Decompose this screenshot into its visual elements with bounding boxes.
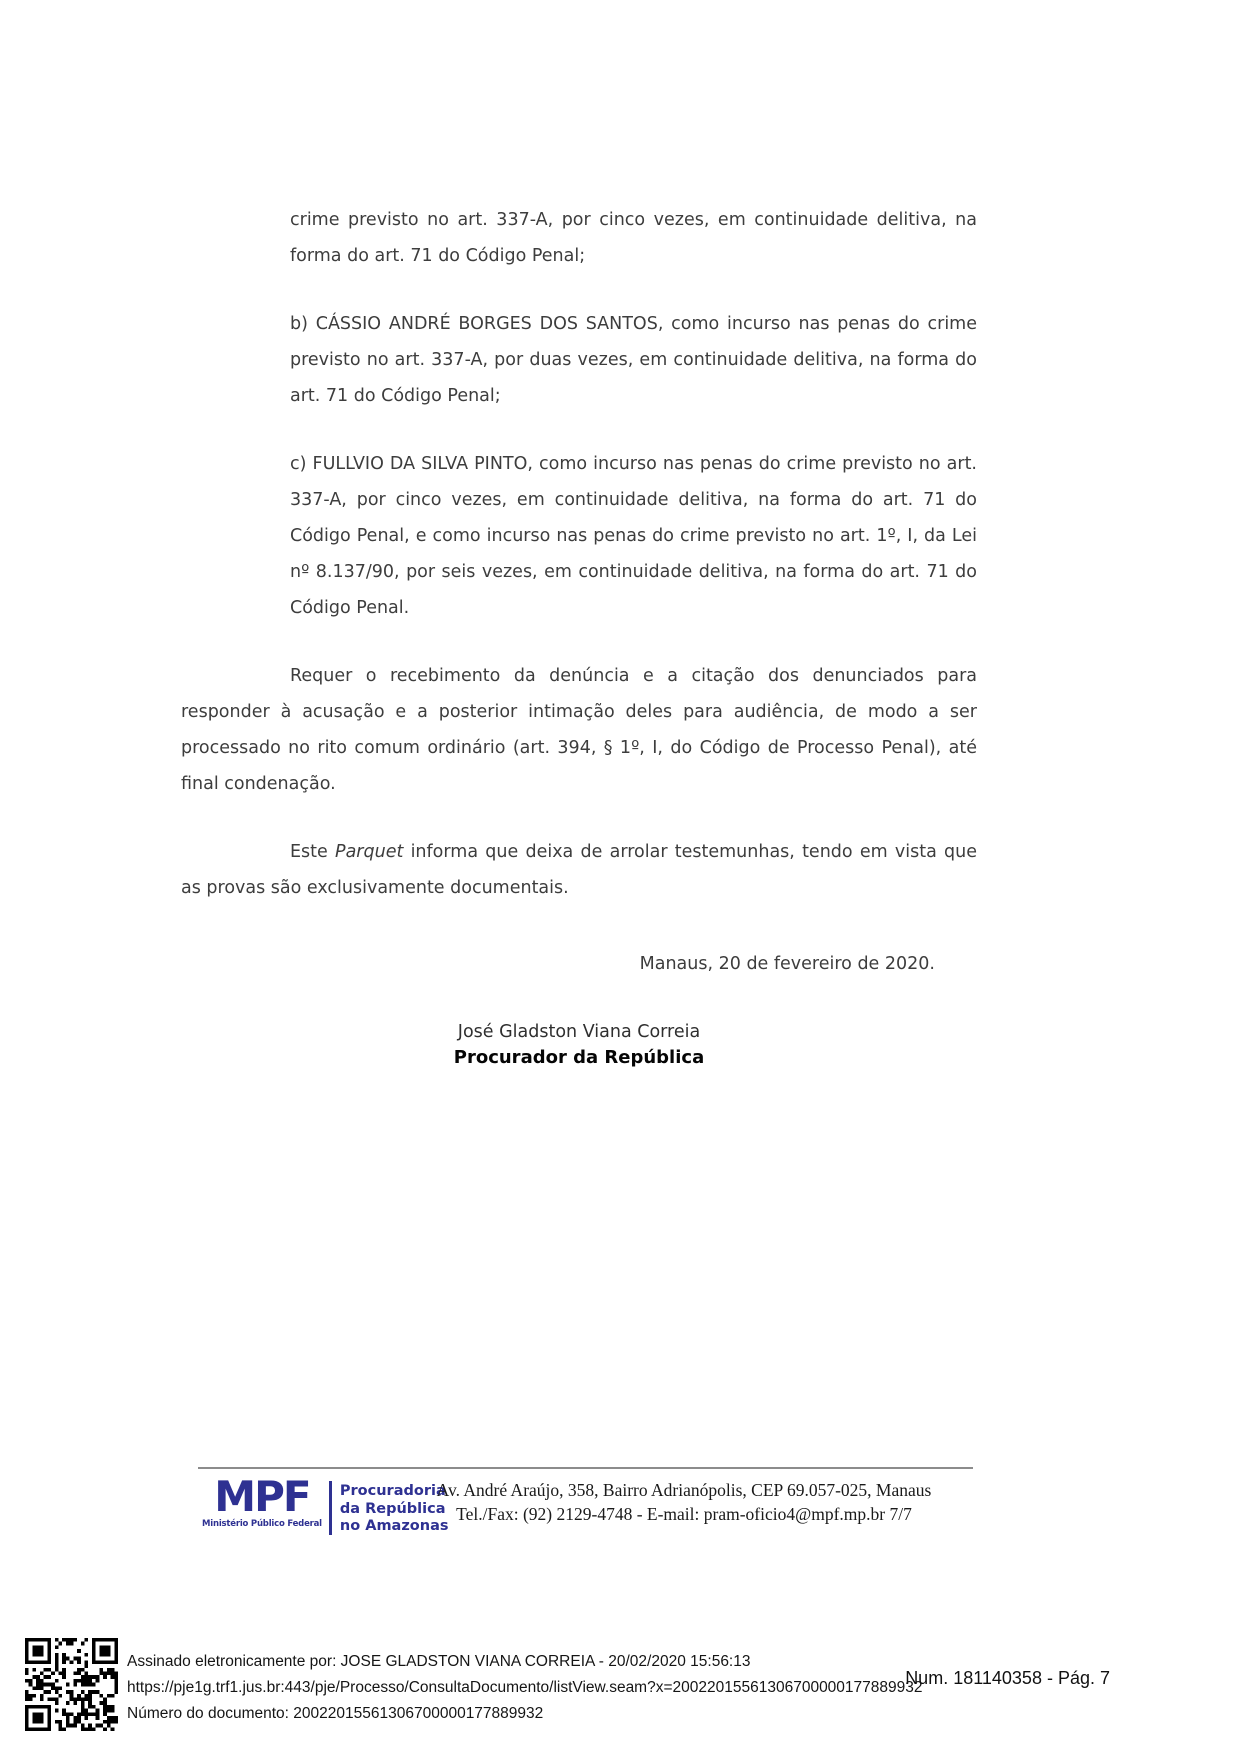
mpf-logo-left (202, 1472, 322, 1536)
paragraph-item-a-continuation: crime previsto no art. 337-A, por cinco vezes, em continuidade delitiva, na forma do art. 71 do Código Penal; (290, 210, 977, 266)
paragraph-item-c: c) FULLVIO DA SILVA PINTO, como incurso nas penas do crime previsto no art. 337-A, por cinco vezes, em continuidade delitiva, na forma do art. 71 do Código Penal, e como incurso nas penas do crime previsto no art. 1º, I, da Lei nº 8.137/90, por seis vezes, em continuidade delitiva, na forma do art. 71 do Código Penal. (290, 454, 977, 618)
mpf-ministry-label: Ministério Público Federal (202, 1519, 322, 1529)
parquet-italic-word: Parquet (335, 842, 404, 862)
stamp-signed-by-line: Assinado eletronicamente por: JOSE GLADSTON VIANA CORREIA - 20/02/2020 15:56:13 (127, 1653, 751, 1670)
document-body (181, 202, 977, 1071)
signature-name: José Gladston Viana Correia (457, 1022, 701, 1042)
parquet-text-after: informa que deixa de arrolar testemunhas, tendo em vista que as provas são exclusivamente documentais. (181, 842, 977, 898)
page-number-label: Num. 181140358 - Pág. 7 (905, 1668, 1110, 1688)
signature-title: Procurador da República (453, 1047, 705, 1068)
paragraph-item-b: b) CÁSSIO ANDRÉ BORGES DOS SANTOS, como incurso nas penas do crime previsto no art. 337-A, por duas vezes, em continuidade delitiva, na forma do art. 71 do Código Penal; (290, 314, 977, 406)
footer-address (398, 1478, 970, 1526)
signature-block (181, 1019, 977, 1071)
parquet-text-before: Este (290, 842, 336, 862)
mpf-unit-line-1: Procuradoria (339, 1483, 446, 1499)
mpf-unit-line-3: no Amazonas (339, 1518, 449, 1534)
date-place-line: Manaus, 20 de fevereiro de 2020. (639, 954, 935, 974)
mpf-unit-line-2: da República (339, 1500, 446, 1517)
qr-code-image (25, 1638, 118, 1731)
paragraph-requer: Requer o recebimento da denúncia e a citação dos denunciados para responder à acusação e a posterior intimação deles para audiência, de modo a ser processado no rito comum ordinário (art. 394, § 1º, I, do Código de Processo Penal), até final condenação. (181, 666, 977, 794)
paragraph-parquet (181, 834, 977, 906)
stamp-verification-url: https://pje1g.trf1.jus.br:443/pje/Processo/ConsultaDocumento/listView.seam?x=20022015561306700000177889932 (127, 1679, 923, 1696)
footer-divider-line (198, 1467, 973, 1469)
mpf-acronym: MPF (214, 1472, 310, 1521)
footer-address-line-1: Av. André Araújo, 358, Bairro Adrianópolis, CEP 69.057-025, Manaus (436, 1480, 932, 1500)
footer-address-line-2: Tel./Fax: (92) 2129-4748 - E-mail: pram-oficio4@mpf.mp.br 7/7 (456, 1504, 912, 1524)
electronic-signature-stamp (127, 1649, 923, 1727)
stamp-document-number: Número do documento: 20022015561306700000177889932 (127, 1705, 544, 1722)
